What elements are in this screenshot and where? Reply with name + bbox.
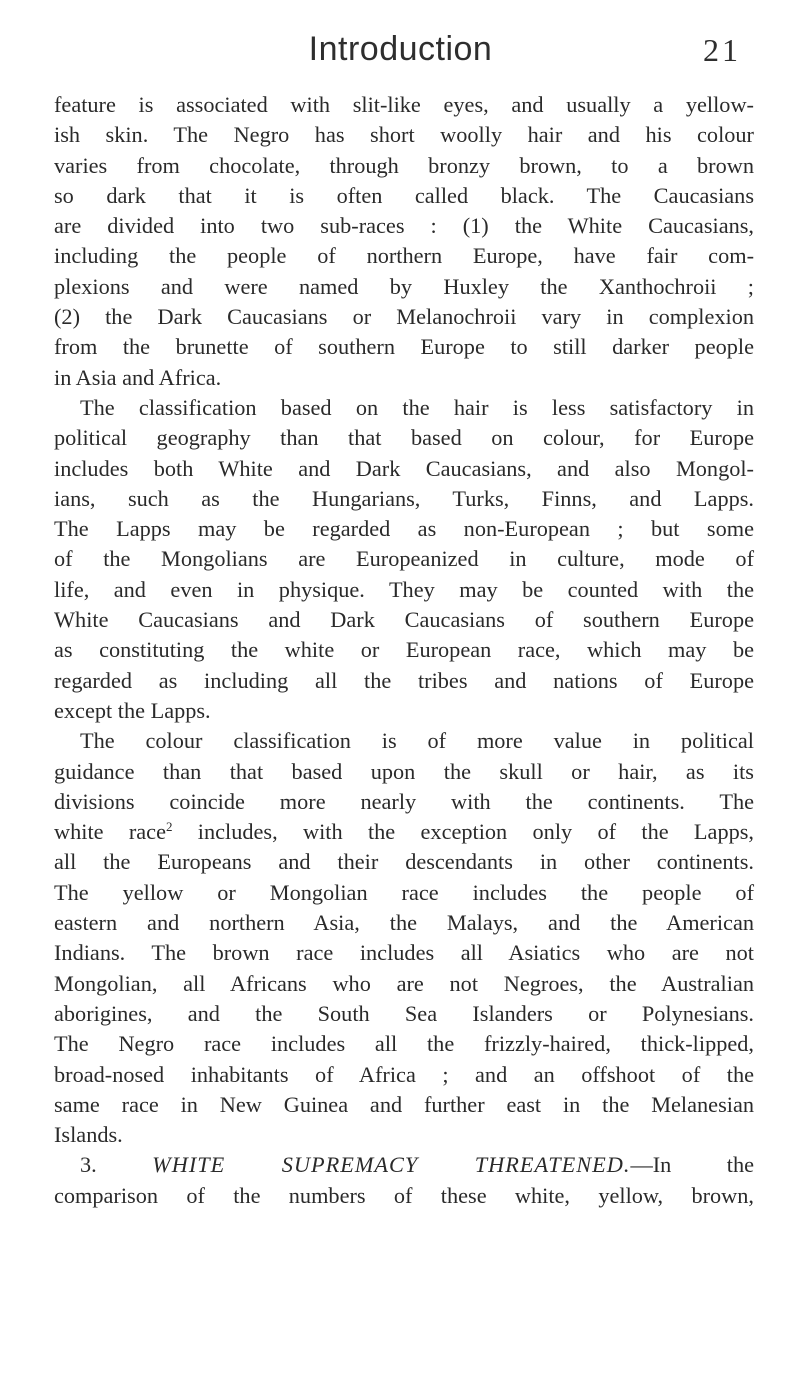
text-line: guidance than that based upon the skull or hair, as its	[54, 758, 754, 784]
text-line: from the brunette of southern Europe to still darker people	[54, 334, 754, 360]
text-line-with-footnote	[54, 817, 754, 847]
text-line: as constituting the white or European race, which may be	[54, 637, 754, 663]
text-line: of the Mongolians are Europeanized in culture, mode of	[54, 546, 754, 572]
text-line: White Caucasians and Dark Caucasians of southern Europe	[54, 607, 754, 633]
text-line: The Lapps may be regarded as non-European ; but some	[54, 516, 754, 542]
text-line: including the people of northern Europe, have fair com-	[54, 243, 754, 269]
text-line: The yellow or Mongolian race includes the people of	[54, 879, 754, 905]
section-heading-line	[54, 1150, 754, 1180]
text-line: divisions coincide more nearly with the continents. The	[54, 788, 754, 814]
text-line: The colour classification is of more value in political	[80, 728, 754, 754]
text-line: varies from chocolate, through bronzy brown, to a brown	[54, 152, 754, 178]
text-line: ians, such as the Hungarians, Turks, Finns, and Lapps.	[54, 485, 754, 511]
text-line: except the Lapps.	[54, 697, 211, 723]
text-line: comparison of the numbers of these white, yellow, brown,	[54, 1182, 754, 1208]
text-line: plexions and were named by Huxley the Xanthochroii ;	[54, 273, 754, 299]
text-segment: —In the	[630, 1152, 754, 1178]
text-line: regarded as including all the tribes and nations of Europe	[54, 667, 754, 693]
text-line: Indians. The brown race includes all Asiatics who are not	[54, 940, 754, 966]
text-line: broad-nosed inhabitants of Africa ; and an offshoot of the	[54, 1061, 754, 1087]
text-segment: includes, with the exception only of the Lapps,	[172, 819, 754, 845]
section-heading: WHITE SUPREMACY THREATENED.	[152, 1152, 631, 1178]
text-line: feature is associated with slit-like eyes, and usually a yellow-	[54, 92, 754, 117]
text-line: in Asia and Africa.	[54, 364, 222, 390]
text-line: The Negro race includes all the frizzly-haired, thick-lipped,	[54, 1031, 754, 1057]
text-segment: white race	[54, 819, 166, 845]
running-title: Introduction	[308, 30, 493, 68]
text-line: political geography than that based on colour, for Europe	[54, 425, 754, 451]
footnote-marker: 2	[165, 819, 173, 835]
body-text	[54, 90, 754, 1211]
page-header	[0, 28, 801, 78]
text-line: Islands.	[54, 1122, 123, 1148]
page-number: 21	[703, 32, 741, 68]
text-line: life, and even in physique. They may be counted with the	[54, 576, 754, 602]
text-line: same race in New Guinea and further east in the Melanesian	[54, 1091, 754, 1117]
text-line: aborigines, and the South Sea Islanders or Polynesians.	[54, 1000, 754, 1026]
text-line: all the Europeans and their descendants in other continents.	[54, 849, 754, 875]
text-line: are divided into two sub-races : (1) the White Caucasians,	[54, 213, 754, 239]
text-line: ish skin. The Negro has short woolly hair and his colour	[54, 122, 754, 148]
text-line: eastern and northern Asia, the Malays, and the American	[54, 910, 754, 936]
text-line: (2) the Dark Caucasians or Melanochroii vary in complexion	[54, 304, 754, 330]
text-line: so dark that it is often called black. The Caucasians	[54, 182, 754, 208]
text-line: includes both White and Dark Caucasians, and also Mongol-	[54, 455, 754, 481]
section-number: 3.	[80, 1152, 153, 1178]
text-line: The classification based on the hair is less satisfactory in	[80, 394, 754, 420]
text-line: Mongolian, all Africans who are not Negroes, the Australian	[54, 970, 754, 996]
